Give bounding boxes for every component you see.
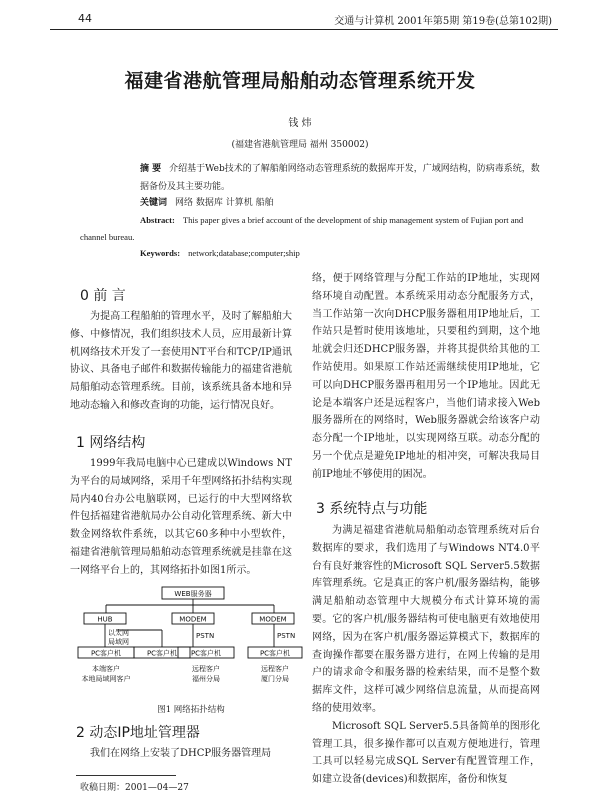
abstract-cn-label: 摘 要 (140, 164, 162, 174)
section-2-paragraph: 我们在网络上安装了DHCP服务器管理局 (90, 748, 272, 759)
fig-pc-1: PC客户机 (90, 649, 122, 658)
section-0-title: 0 前 言 (80, 288, 126, 304)
fig-pstn-1: PSTN (196, 632, 215, 640)
right-paragraph-3: Microsoft SQL Server5.5具备简单的图形化管理工具，很多操作都可以直观方便地进行，管理工具可以轻易完成SQL Server有配置管理工作，如建立设备(devices)和数据库，备份和恢复 (312, 720, 540, 786)
figure-caption: 图1 网络拓扑结构 (157, 705, 225, 715)
keywords-en-text: network;database;computer;ship (188, 248, 300, 258)
abstract-en-label: Abstract: (140, 215, 175, 225)
fig-web-server: WEB服务器 (174, 590, 212, 598)
section-1-title: 1 网络结构 (76, 435, 146, 451)
fig-ethernet: 以太网 (108, 629, 129, 637)
journal-header: 交通与计算机 2001年第5期 第19卷(总第102期) (334, 16, 552, 27)
fig-modem-2: MODEM (259, 615, 287, 624)
keywords-cn-label: 关键词 (140, 198, 168, 208)
affiliation: (福建省港航管理局 福州 350002) (231, 140, 369, 150)
fig-loc3-a: 远程客户 (261, 665, 289, 673)
fig-modem-1: MODEM (179, 615, 207, 624)
right-paragraph-2: 为满足福建省港航局船舶动态管理系统对后台数据库的要求，我们选用了与Windows NT4.0平台有良好兼容性的Microsoft SQL Server5.5数据库管理系统。它是真正的客户机/服务器结构，能够满足船舶动态管理中大规模分布式计算环境的需要。它的客户机/服务器结构可使电脑更有效地使用网络，因为在客户机/服务器运算模式下，数据库的查询操作都要在服务器方进行，在网上传输的是用户的请求命令和服务器的检索结果，而不是整个数据库文件，这样可减少网络信息流量，从而提高网络的使用效率。 (312, 525, 540, 714)
section-1-paragraph: 1999年我局电脑中心已建成以Windows NT为平台的局域网络，采用千年型网络拓扑结构实现局内40台办公电脑联网，已运行的中大型网络软件包括福建省港航局办公自动化管理系统、新大中数金网络软件系统，以其它60多种中小型软件，福建省港航管理局船舶动态管理系统就是挂靠在这一网络平台上的，其网络拓扑如图1所示。 (70, 458, 292, 576)
fig-loc2-b: 福州分局 (192, 675, 220, 683)
section-2-title: 2 动态IP地址管理器 (76, 725, 200, 741)
section-3-title: 3 系统特点与功能 (316, 501, 428, 517)
right-paragraph-1: 络，便于网络管理与分配工作站的IP地址，实现网络环境自动配置。本系统采用动态分配服务方式，当工作站第一次向DHCP服务器租用IP地址后，工作站只是暂时使用该地址，只要租约到期，这个地址就会归还DHCP服务器，并将其提供给其他的工作站使用。如果原工作站还需继续使用IP地址，它可以向DHCP服务器再租用另一个IP地址。因此无论是本端客户还是远程客户，当他们请求接入Web服务器所在的网络时，Web服务器就会给该客户动态分配一个IP地址，以实现网络互联。动态分配的另一个优点是避免IP地址的相冲突，可解决我局目前IP地址不够使用的困况。 (312, 273, 540, 480)
footer-rule (76, 775, 176, 776)
fig-loc1-a: 本端客户 (92, 665, 120, 673)
section-2-body (70, 745, 292, 763)
fig-loc3-b: 厦门分局 (261, 675, 289, 683)
section-1-body (70, 455, 292, 580)
keywords-en-label: Keywords: (140, 248, 181, 258)
keywords-cn-text: 网络 数据库 计算机 船舶 (175, 198, 274, 208)
fig-lan: 局域网 (108, 638, 129, 646)
fig-pc-4: PC客户机 (259, 649, 291, 658)
fig-pstn-2: PSTN (277, 632, 296, 640)
abstract-en-text: This paper gives a brief account of the development of ship management system of Fujian port and channel bureau. (80, 215, 524, 242)
section-0-body (70, 308, 292, 415)
abstract-cn-text: 介绍基于Web技术的了解船舶网络动态管理系统的数据库开发，广域网结构，防病毒系统，数据备份及其主要功能。 (140, 164, 540, 192)
keywords-cn (140, 196, 540, 210)
header-rule (50, 29, 558, 30)
fig-pc-2: PC客户机 (146, 649, 178, 658)
received-date: 收稿日期：2001—04—27 (80, 783, 189, 793)
author: 钱 炜 (288, 118, 312, 129)
keywords-en (140, 248, 540, 258)
network-topology-figure (76, 585, 306, 721)
abstract-cn (140, 160, 540, 196)
paper-title: 福建省港航管理局船舶动态管理系统开发 (124, 70, 476, 92)
right-column-top (312, 270, 540, 484)
page-number: 44 (78, 12, 92, 25)
abstract-en (80, 212, 542, 246)
fig-loc1-b: 本地局域网客户 (81, 675, 131, 683)
section-3-body (312, 522, 540, 789)
section-0-paragraph: 为提高工程船舶的管理水平，及时了解船舶大修、中修情况，我们组织技术人员，应用最新计算机网络技术开发了一套使用NT平台和TCP/IP通讯协议、具备电子邮件和数据传输能力的福建省港航局船舶动态管理系统。目前，该系统具备本地和异地动态输入和修改查询的功能，运行情况良好。 (70, 311, 292, 411)
fig-loc2-a: 远程客户 (192, 665, 220, 673)
fig-hub: HUB (97, 615, 113, 624)
fig-pc-3: PC客户机 (190, 649, 222, 658)
